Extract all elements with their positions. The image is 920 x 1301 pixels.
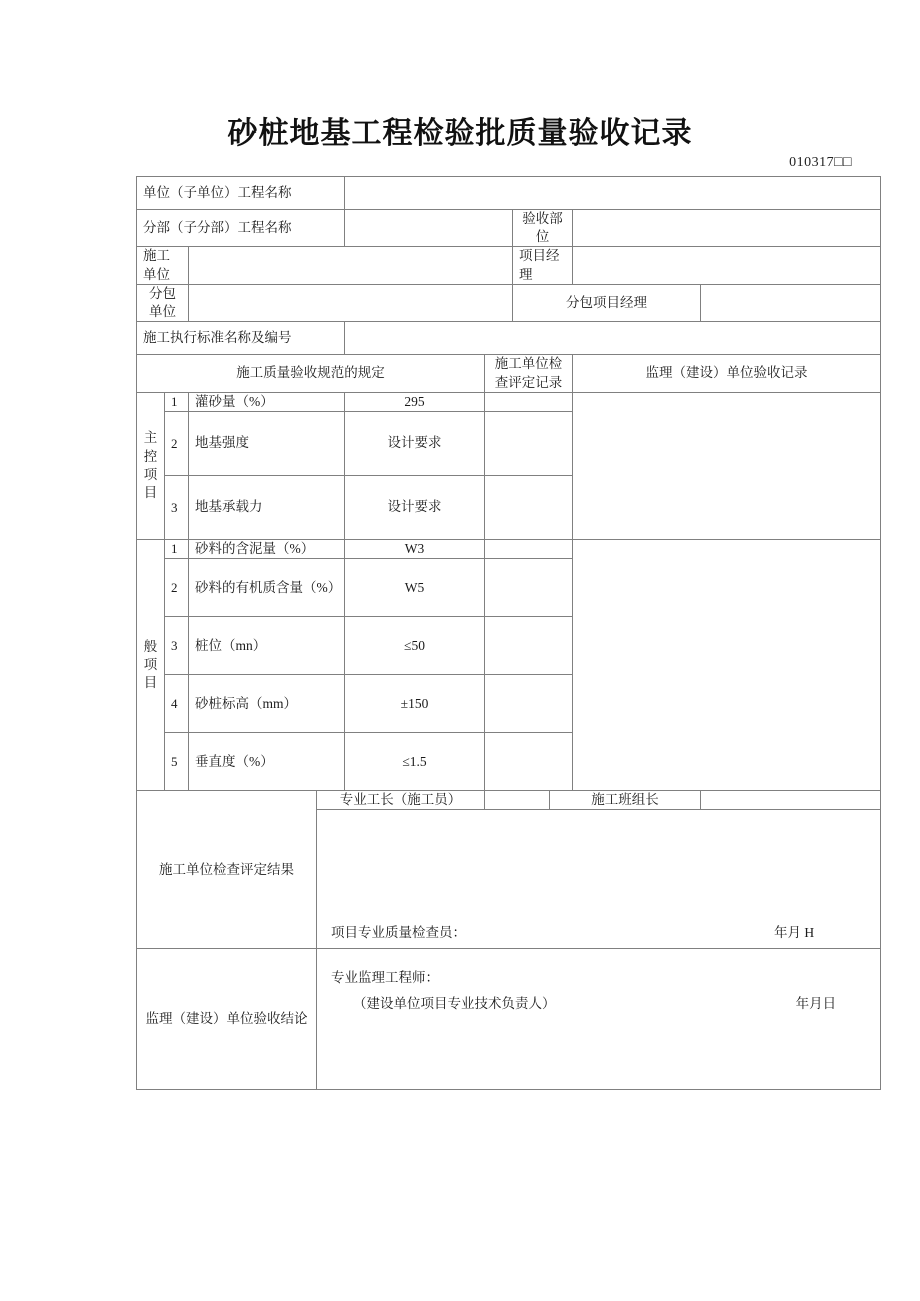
contractor-check-cell[interactable] (485, 559, 573, 617)
inspection-form-table (136, 176, 881, 1090)
item-name: 砂料的有机质含量（%） (189, 559, 345, 617)
category-label-general (137, 539, 165, 790)
supervisor-date-line: 年月日 (795, 996, 837, 1012)
item-spec-value: W3 (345, 539, 485, 558)
item-spec-value: ≤1.5 (345, 733, 485, 791)
table-row-construction-unit (137, 247, 881, 284)
contractor-check-cell[interactable] (485, 617, 573, 675)
category-char: 目 (143, 675, 158, 691)
item-number: 1 (165, 392, 189, 411)
contractor-date-line: 年月 H (773, 925, 815, 941)
item-spec-value: ±150 (345, 675, 485, 733)
contractor-check-cell[interactable] (485, 475, 573, 539)
item-name: 垂直度（%） (189, 733, 345, 791)
contractor-result-label: 施工单位检查评定结果 (137, 791, 317, 949)
foreman-value[interactable] (485, 791, 550, 810)
sub-project-value[interactable] (345, 210, 513, 247)
contractor-check-cell[interactable] (485, 539, 573, 558)
item-spec-value: 设计要求 (345, 475, 485, 539)
item-number: 2 (165, 559, 189, 617)
project-manager-value[interactable] (573, 247, 881, 284)
form-code: 010317□□ (789, 155, 852, 170)
item-spec-value: ≤50 (345, 617, 485, 675)
table-row-item (137, 392, 881, 411)
unit-project-label: 单位（子单位）工程名称 (137, 177, 345, 210)
item-spec-value: 295 (345, 392, 485, 411)
foreman-label: 专业工长（施工员） (317, 791, 485, 810)
subcontract-unit-label: 分包单位 (137, 284, 189, 321)
table-row-standard (137, 322, 881, 355)
category-char: 控 (143, 448, 158, 464)
supervisor-check-cell[interactable] (573, 539, 881, 790)
acceptance-part-value[interactable] (573, 210, 881, 247)
table-row-contractor-result-head (137, 791, 881, 810)
table-row-supervisor-result (137, 949, 881, 1090)
sub-project-label: 分部（子分部）工程名称 (137, 210, 345, 247)
standard-value[interactable] (345, 322, 881, 355)
contractor-check-cell[interactable] (485, 675, 573, 733)
contractor-result-signature-area[interactable] (317, 810, 881, 949)
supervisor-result-label: 监理（建设）单位验收结论 (137, 949, 317, 1090)
contractor-check-cell[interactable] (485, 392, 573, 411)
construction-unit-value[interactable] (189, 247, 513, 284)
team-leader-value[interactable] (701, 791, 881, 810)
category-char: 主 (143, 430, 158, 446)
contractor-check-cell[interactable] (485, 733, 573, 791)
item-name: 地基承载力 (189, 475, 345, 539)
item-spec-value: 设计要求 (345, 411, 485, 475)
unit-project-value[interactable] (345, 177, 881, 210)
category-char: 般 (143, 638, 158, 654)
item-name: 砂料的含泥量（%） (189, 539, 345, 558)
col-header-contractor-record: 施工单位检查评定记录 (485, 355, 573, 392)
table-row-sub-project (137, 210, 881, 247)
item-number: 2 (165, 411, 189, 475)
acceptance-part-label: 验收部位 (513, 210, 573, 247)
col-header-spec: 施工质量验收规范的规定 (137, 355, 485, 392)
category-char: 项 (143, 466, 158, 482)
item-number: 3 (165, 475, 189, 539)
item-name: 地基强度 (189, 411, 345, 475)
table-row-column-headers (137, 355, 881, 392)
item-number: 4 (165, 675, 189, 733)
subcontract-manager-label: 分包项目经理 (513, 284, 701, 321)
inspector-signature-line: 项目专业质量检查员： (331, 925, 466, 941)
item-name: 砂桩标高（mm） (189, 675, 345, 733)
item-number: 3 (165, 617, 189, 675)
project-manager-label: 项目经理 (513, 247, 573, 284)
category-char: 目 (143, 485, 158, 501)
team-leader-label: 施工班组长 (550, 791, 701, 810)
table-row-unit-project (137, 177, 881, 210)
supervisor-check-cell[interactable] (573, 392, 881, 539)
contractor-check-cell[interactable] (485, 411, 573, 475)
category-char: 项 (143, 656, 158, 672)
supervisor-result-signature-area[interactable] (317, 949, 881, 1090)
item-number: 5 (165, 733, 189, 791)
standard-label: 施工执行标准名称及编号 (137, 322, 345, 355)
item-name: 桩位（mn） (189, 617, 345, 675)
table-row-item (137, 539, 881, 558)
supervisor-sub-line: （建设单位项目专业技术负责人） (353, 996, 556, 1012)
item-name: 灌砂量（%） (189, 392, 345, 411)
subcontract-manager-value[interactable] (701, 284, 881, 321)
item-spec-value: W5 (345, 559, 485, 617)
subcontract-unit-value[interactable] (189, 284, 513, 321)
item-number: 1 (165, 539, 189, 558)
page-title: 砂桩地基工程检验批质量验收记录 (227, 117, 693, 150)
supervisor-engineer-line: 专业监理工程师： (331, 970, 439, 986)
col-header-supervisor-record: 监理（建设）单位验收记录 (573, 355, 881, 392)
table-row-subcontract-unit (137, 284, 881, 321)
category-label-main-control (137, 392, 165, 539)
construction-unit-label: 施工单位 (137, 247, 189, 284)
